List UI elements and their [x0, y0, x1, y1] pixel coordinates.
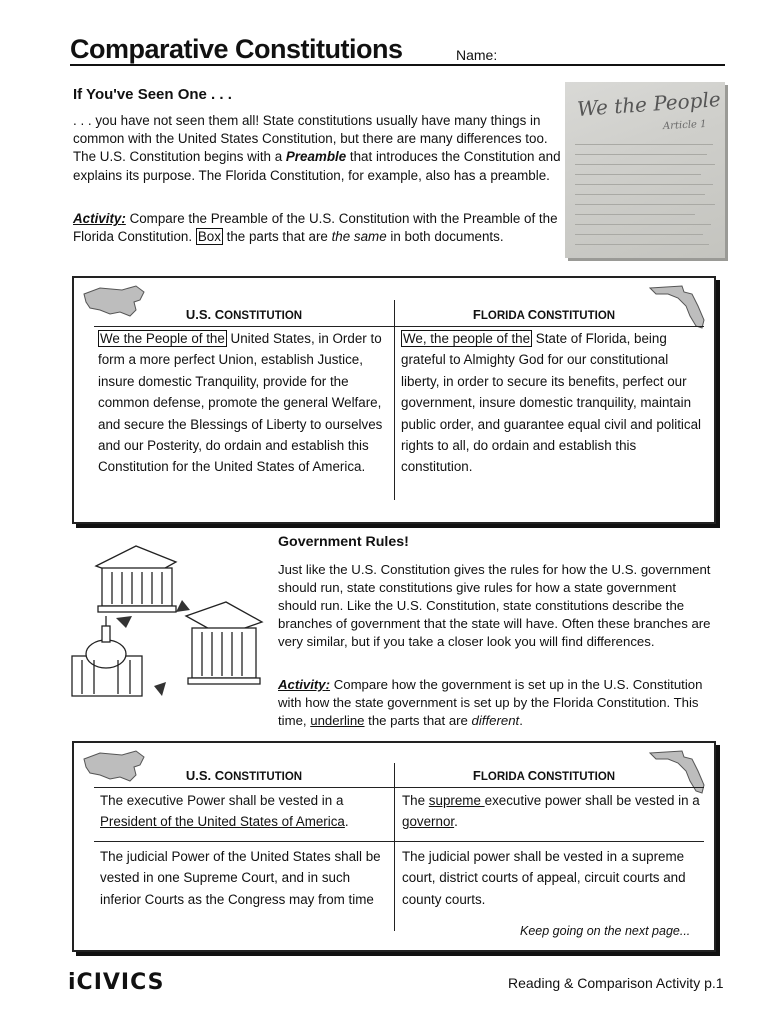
parchment-title: We the People [576, 87, 722, 121]
title-divider [70, 64, 725, 66]
column-divider [394, 300, 395, 500]
activity-label-2: Activity [278, 677, 326, 692]
florida-judicial-text: The judicial power shall be vested in a supreme court, district courts of appeal, circuit courts and county courts. [402, 849, 686, 907]
preamble-term: Preamble [285, 149, 347, 165]
underline-example: underline [310, 713, 365, 728]
activity-label: Activity [73, 211, 122, 226]
florida-column-heading: FLORIDA CONSTITUTION [472, 768, 616, 783]
activity-instructions-2: Activity: Compare how the government is set up in the U.S. Constitution with how the state government is set up by the Florida Constitution. This time, underline the parts that are different. [278, 677, 703, 728]
florida-preamble-boxed-phrase: We, the people of the [403, 331, 531, 346]
us-executive-text: The executive Power shall be vested in a President of the United States of America. [100, 793, 349, 830]
us-column-heading: U.S. CONSTITUTION [185, 307, 303, 322]
preamble-comparison-panel [72, 276, 716, 524]
florida-executive-text: The supreme executive power shall be vested in a governor. [402, 793, 700, 830]
us-map-icon [80, 282, 150, 322]
activity-instructions-1: Activity: Compare the Preamble of the U.S. Constitution with the Preamble of the Florida Constitution. Box the parts that are the same in both documents. [73, 211, 558, 245]
us-preamble-text: We the People of the United States, in Order to form a more perfect Union, establish Justice, insure domestic Tranquility, provide for the common defense, promote the general Welfare, and secure the Blessings of Liberty to ourselves and our Posterity, do ordain and establish this Constitution for the United States of America. [98, 331, 383, 475]
florida-preamble-text: We, the people of the State of Florida, being grateful to Almighty God for our constitutional liberty, in order to secure its benefits, perfect our government, insure domestic tranquility, maintain public order, and guarantee equal civil and political rights to all, do ordain and establish this constitution. [401, 331, 702, 475]
section-heading-seen-one: If You've Seen One . . . [73, 86, 232, 103]
us-judicial-text: The judicial Power of the United States shall be vested in one Supreme Court, and in such inferior Courts as the Congress may from time [100, 849, 381, 907]
keep-going-note: Keep going on the next page... [520, 924, 691, 938]
column-divider [394, 763, 395, 931]
us-column-heading: U.S. CONSTITUTION [185, 768, 303, 783]
page-label: Reading & Comparison Activity p.1 [508, 975, 724, 991]
intro-paragraph: . . . you have not seen them all! State constitutions usually have many things in common with the United States Constitution, but there are many differences too. The U.S. Constitution begins with a Preamble that introduces the Constitution and explains its purpose. The Florida Constitution, for example, also has a preamble. [73, 113, 561, 183]
row-divider [94, 841, 704, 842]
florida-map-icon [648, 280, 712, 332]
page-title: Comparative Constitutions [70, 34, 403, 64]
government-buildings-illustration [66, 536, 266, 716]
heading-divider [94, 787, 704, 788]
box-example: Box [197, 229, 221, 245]
us-preamble-boxed-phrase: We the People of the [100, 331, 225, 346]
branches-comparison-panel [72, 741, 716, 952]
constitution-parchment-image [565, 82, 725, 258]
parchment-subtitle: Article 1 [662, 118, 707, 133]
florida-column-heading: FLORIDA CONSTITUTION [472, 307, 616, 322]
icivics-logo: iCIVICS [68, 970, 165, 995]
name-label: Name: [456, 47, 498, 63]
section-heading-government-rules: Government Rules! [278, 534, 409, 550]
government-paragraph: Just like the U.S. Constitution gives the rules for how the U.S. government should run, state constitutions give rules for how a state government should run. Like the U.S. Constitution, state constitutions describe the branches of government that the state will have. Often these branches are very similar, but if you take a closer look you will find differences. [278, 562, 711, 649]
us-map-icon [80, 747, 150, 787]
